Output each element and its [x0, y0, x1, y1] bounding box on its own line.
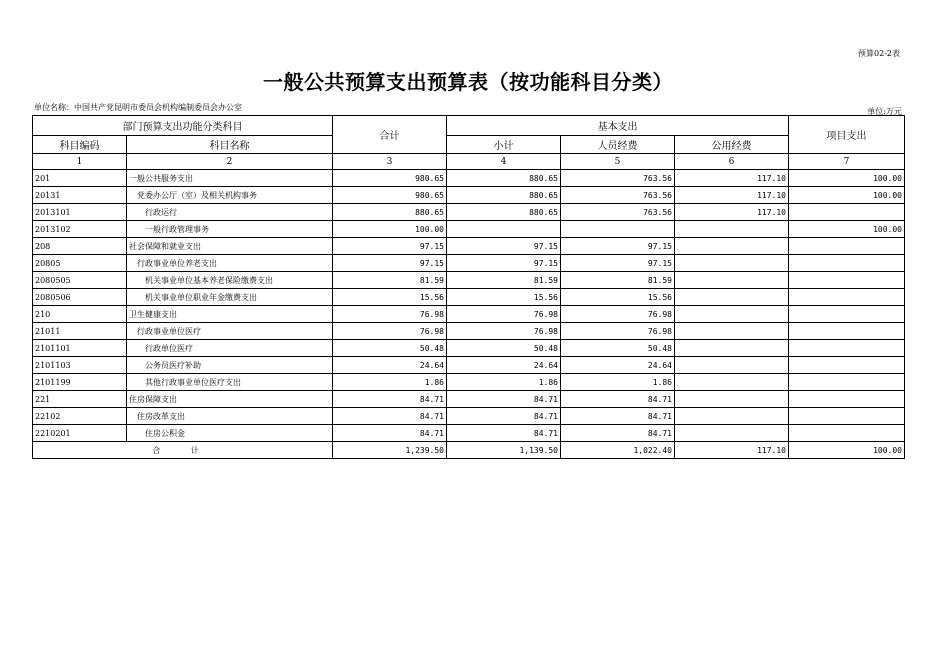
cell-personnel: 84.71 — [561, 425, 675, 442]
cell-personnel: 763.56 — [561, 204, 675, 221]
cell-project — [789, 391, 905, 408]
totals-public: 117.10 — [675, 442, 789, 459]
cell-name: 行政运行 — [127, 204, 333, 221]
table-row — [33, 374, 905, 391]
cell-project — [789, 374, 905, 391]
cell-subtotal: 81.59 — [447, 272, 561, 289]
cell-name: 卫生健康支出 — [127, 306, 333, 323]
cell-total: 50.48 — [333, 340, 447, 357]
cell-subtotal: 880.65 — [447, 187, 561, 204]
cell-name: 机关事业单位职业年金缴费支出 — [127, 289, 333, 306]
unit-name: 单位名称：中国共产党昆明市委员会机构编制委员会办公室 — [34, 103, 242, 112]
cell-total: 980.65 — [333, 187, 447, 204]
cell-subtotal: 880.65 — [447, 170, 561, 187]
cell-project — [789, 323, 905, 340]
cell-name: 行政单位医疗 — [127, 340, 333, 357]
cell-code: 2101103 — [33, 357, 127, 374]
table-row — [33, 238, 905, 255]
cell-public — [675, 374, 789, 391]
page-title: 一般公共预算支出预算表（按功能科目分类） — [263, 70, 673, 94]
cell-name: 党委办公厅（室）及相关机构事务 — [127, 187, 333, 204]
cell-total: 84.71 — [333, 425, 447, 442]
cell-subtotal: 1.86 — [447, 374, 561, 391]
cell-total: 24.64 — [333, 357, 447, 374]
cell-personnel: 24.64 — [561, 357, 675, 374]
cell-public: 117.10 — [675, 187, 789, 204]
cell-personnel: 15.56 — [561, 289, 675, 306]
cell-total: 76.98 — [333, 323, 447, 340]
cell-subtotal: 97.15 — [447, 238, 561, 255]
totals-row — [33, 442, 905, 459]
cell-subtotal — [447, 221, 561, 238]
budget-table — [32, 115, 905, 459]
cell-total: 100.00 — [333, 221, 447, 238]
header-basic-group: 基本支出 — [447, 116, 789, 136]
cell-public — [675, 323, 789, 340]
cell-personnel: 84.71 — [561, 391, 675, 408]
header-func-group: 部门预算支出功能分类科目 — [33, 116, 333, 136]
cell-public: 117.10 — [675, 170, 789, 187]
cell-name: 其他行政事业单位医疗支出 — [127, 374, 333, 391]
cell-public — [675, 340, 789, 357]
table-row — [33, 306, 905, 323]
table-row — [33, 391, 905, 408]
header-name: 科目名称 — [127, 136, 333, 154]
header-project: 项目支出 — [789, 116, 905, 154]
cell-code: 2101101 — [33, 340, 127, 357]
cell-total: 980.65 — [333, 170, 447, 187]
cell-name: 一般公共服务支出 — [127, 170, 333, 187]
cell-project — [789, 289, 905, 306]
cell-personnel: 1.86 — [561, 374, 675, 391]
cell-name: 行政事业单位养老支出 — [127, 255, 333, 272]
header-total: 合计 — [333, 116, 447, 154]
cell-name: 一般行政管理事务 — [127, 221, 333, 238]
cell-name: 住房公积金 — [127, 425, 333, 442]
cell-code: 2013101 — [33, 204, 127, 221]
cell-total: 97.15 — [333, 238, 447, 255]
cell-subtotal: 84.71 — [447, 408, 561, 425]
cell-total: 1.86 — [333, 374, 447, 391]
table-row — [33, 323, 905, 340]
col-index: 4 — [447, 154, 561, 170]
cell-personnel: 763.56 — [561, 187, 675, 204]
col-index: 7 — [789, 154, 905, 170]
table-row — [33, 221, 905, 238]
header-public: 公用经费 — [675, 136, 789, 154]
cell-personnel: 84.71 — [561, 408, 675, 425]
table-row — [33, 357, 905, 374]
form-number: 预算02-2表 — [858, 49, 900, 58]
cell-total: 97.15 — [333, 255, 447, 272]
cell-public — [675, 289, 789, 306]
cell-project: 100.00 — [789, 221, 905, 238]
cell-total: 76.98 — [333, 306, 447, 323]
table-row — [33, 340, 905, 357]
header-personnel: 人员经费 — [561, 136, 675, 154]
col-index: 5 — [561, 154, 675, 170]
table-row — [33, 289, 905, 306]
cell-total: 81.59 — [333, 272, 447, 289]
cell-code: 2210201 — [33, 425, 127, 442]
cell-name: 行政事业单位医疗 — [127, 323, 333, 340]
table-row — [33, 272, 905, 289]
cell-code: 201 — [33, 170, 127, 187]
cell-code: 221 — [33, 391, 127, 408]
cell-code: 22102 — [33, 408, 127, 425]
cell-project — [789, 357, 905, 374]
cell-name: 住房改革支出 — [127, 408, 333, 425]
cell-personnel: 81.59 — [561, 272, 675, 289]
cell-personnel: 97.15 — [561, 238, 675, 255]
cell-project: 100.00 — [789, 170, 905, 187]
cell-subtotal: 76.98 — [447, 306, 561, 323]
cell-subtotal: 50.48 — [447, 340, 561, 357]
col-index: 3 — [333, 154, 447, 170]
cell-code: 21011 — [33, 323, 127, 340]
col-index: 2 — [127, 154, 333, 170]
header-code: 科目编码 — [33, 136, 127, 154]
table-row — [33, 187, 905, 204]
totals-label: 合 计 — [33, 442, 333, 459]
cell-personnel: 763.56 — [561, 170, 675, 187]
cell-total: 15.56 — [333, 289, 447, 306]
table-row — [33, 425, 905, 442]
cell-personnel: 76.98 — [561, 306, 675, 323]
cell-project — [789, 238, 905, 255]
cell-project — [789, 408, 905, 425]
cell-name: 机关事业单位基本养老保险缴费支出 — [127, 272, 333, 289]
cell-personnel: 76.98 — [561, 323, 675, 340]
cell-public — [675, 238, 789, 255]
table-row — [33, 255, 905, 272]
table-row — [33, 204, 905, 221]
cell-code: 20805 — [33, 255, 127, 272]
cell-code: 2013102 — [33, 221, 127, 238]
totals-total: 1,239.50 — [333, 442, 447, 459]
totals-personnel: 1,022.40 — [561, 442, 675, 459]
cell-name: 社会保障和就业支出 — [127, 238, 333, 255]
cell-personnel — [561, 221, 675, 238]
cell-subtotal: 76.98 — [447, 323, 561, 340]
cell-public — [675, 391, 789, 408]
cell-total: 880.65 — [333, 204, 447, 221]
cell-total: 84.71 — [333, 391, 447, 408]
cell-code: 210 — [33, 306, 127, 323]
table-row — [33, 408, 905, 425]
cell-subtotal: 97.15 — [447, 255, 561, 272]
cell-code: 2101199 — [33, 374, 127, 391]
cell-project: 100.00 — [789, 187, 905, 204]
cell-public — [675, 306, 789, 323]
cell-public — [675, 221, 789, 238]
cell-total: 84.71 — [333, 408, 447, 425]
col-index: 6 — [675, 154, 789, 170]
cell-project — [789, 306, 905, 323]
cell-project — [789, 255, 905, 272]
cell-public — [675, 425, 789, 442]
currency-unit: 单位:万元 — [867, 107, 902, 116]
totals-subtotal: 1,139.50 — [447, 442, 561, 459]
table-row — [33, 170, 905, 187]
cell-subtotal: 880.65 — [447, 204, 561, 221]
cell-name: 公务员医疗补助 — [127, 357, 333, 374]
cell-subtotal: 24.64 — [447, 357, 561, 374]
cell-code: 2080506 — [33, 289, 127, 306]
cell-code: 208 — [33, 238, 127, 255]
cell-code: 2080505 — [33, 272, 127, 289]
cell-project — [789, 340, 905, 357]
cell-project — [789, 425, 905, 442]
cell-public — [675, 272, 789, 289]
cell-personnel: 97.15 — [561, 255, 675, 272]
cell-project — [789, 204, 905, 221]
cell-public — [675, 255, 789, 272]
cell-personnel: 50.48 — [561, 340, 675, 357]
cell-public — [675, 408, 789, 425]
cell-subtotal: 15.56 — [447, 289, 561, 306]
cell-project — [789, 272, 905, 289]
header-subtotal: 小计 — [447, 136, 561, 154]
cell-public: 117.10 — [675, 204, 789, 221]
cell-code: 20131 — [33, 187, 127, 204]
cell-subtotal: 84.71 — [447, 425, 561, 442]
col-index: 1 — [33, 154, 127, 170]
cell-public — [675, 357, 789, 374]
cell-subtotal: 84.71 — [447, 391, 561, 408]
totals-project: 100.00 — [789, 442, 905, 459]
cell-name: 住房保障支出 — [127, 391, 333, 408]
